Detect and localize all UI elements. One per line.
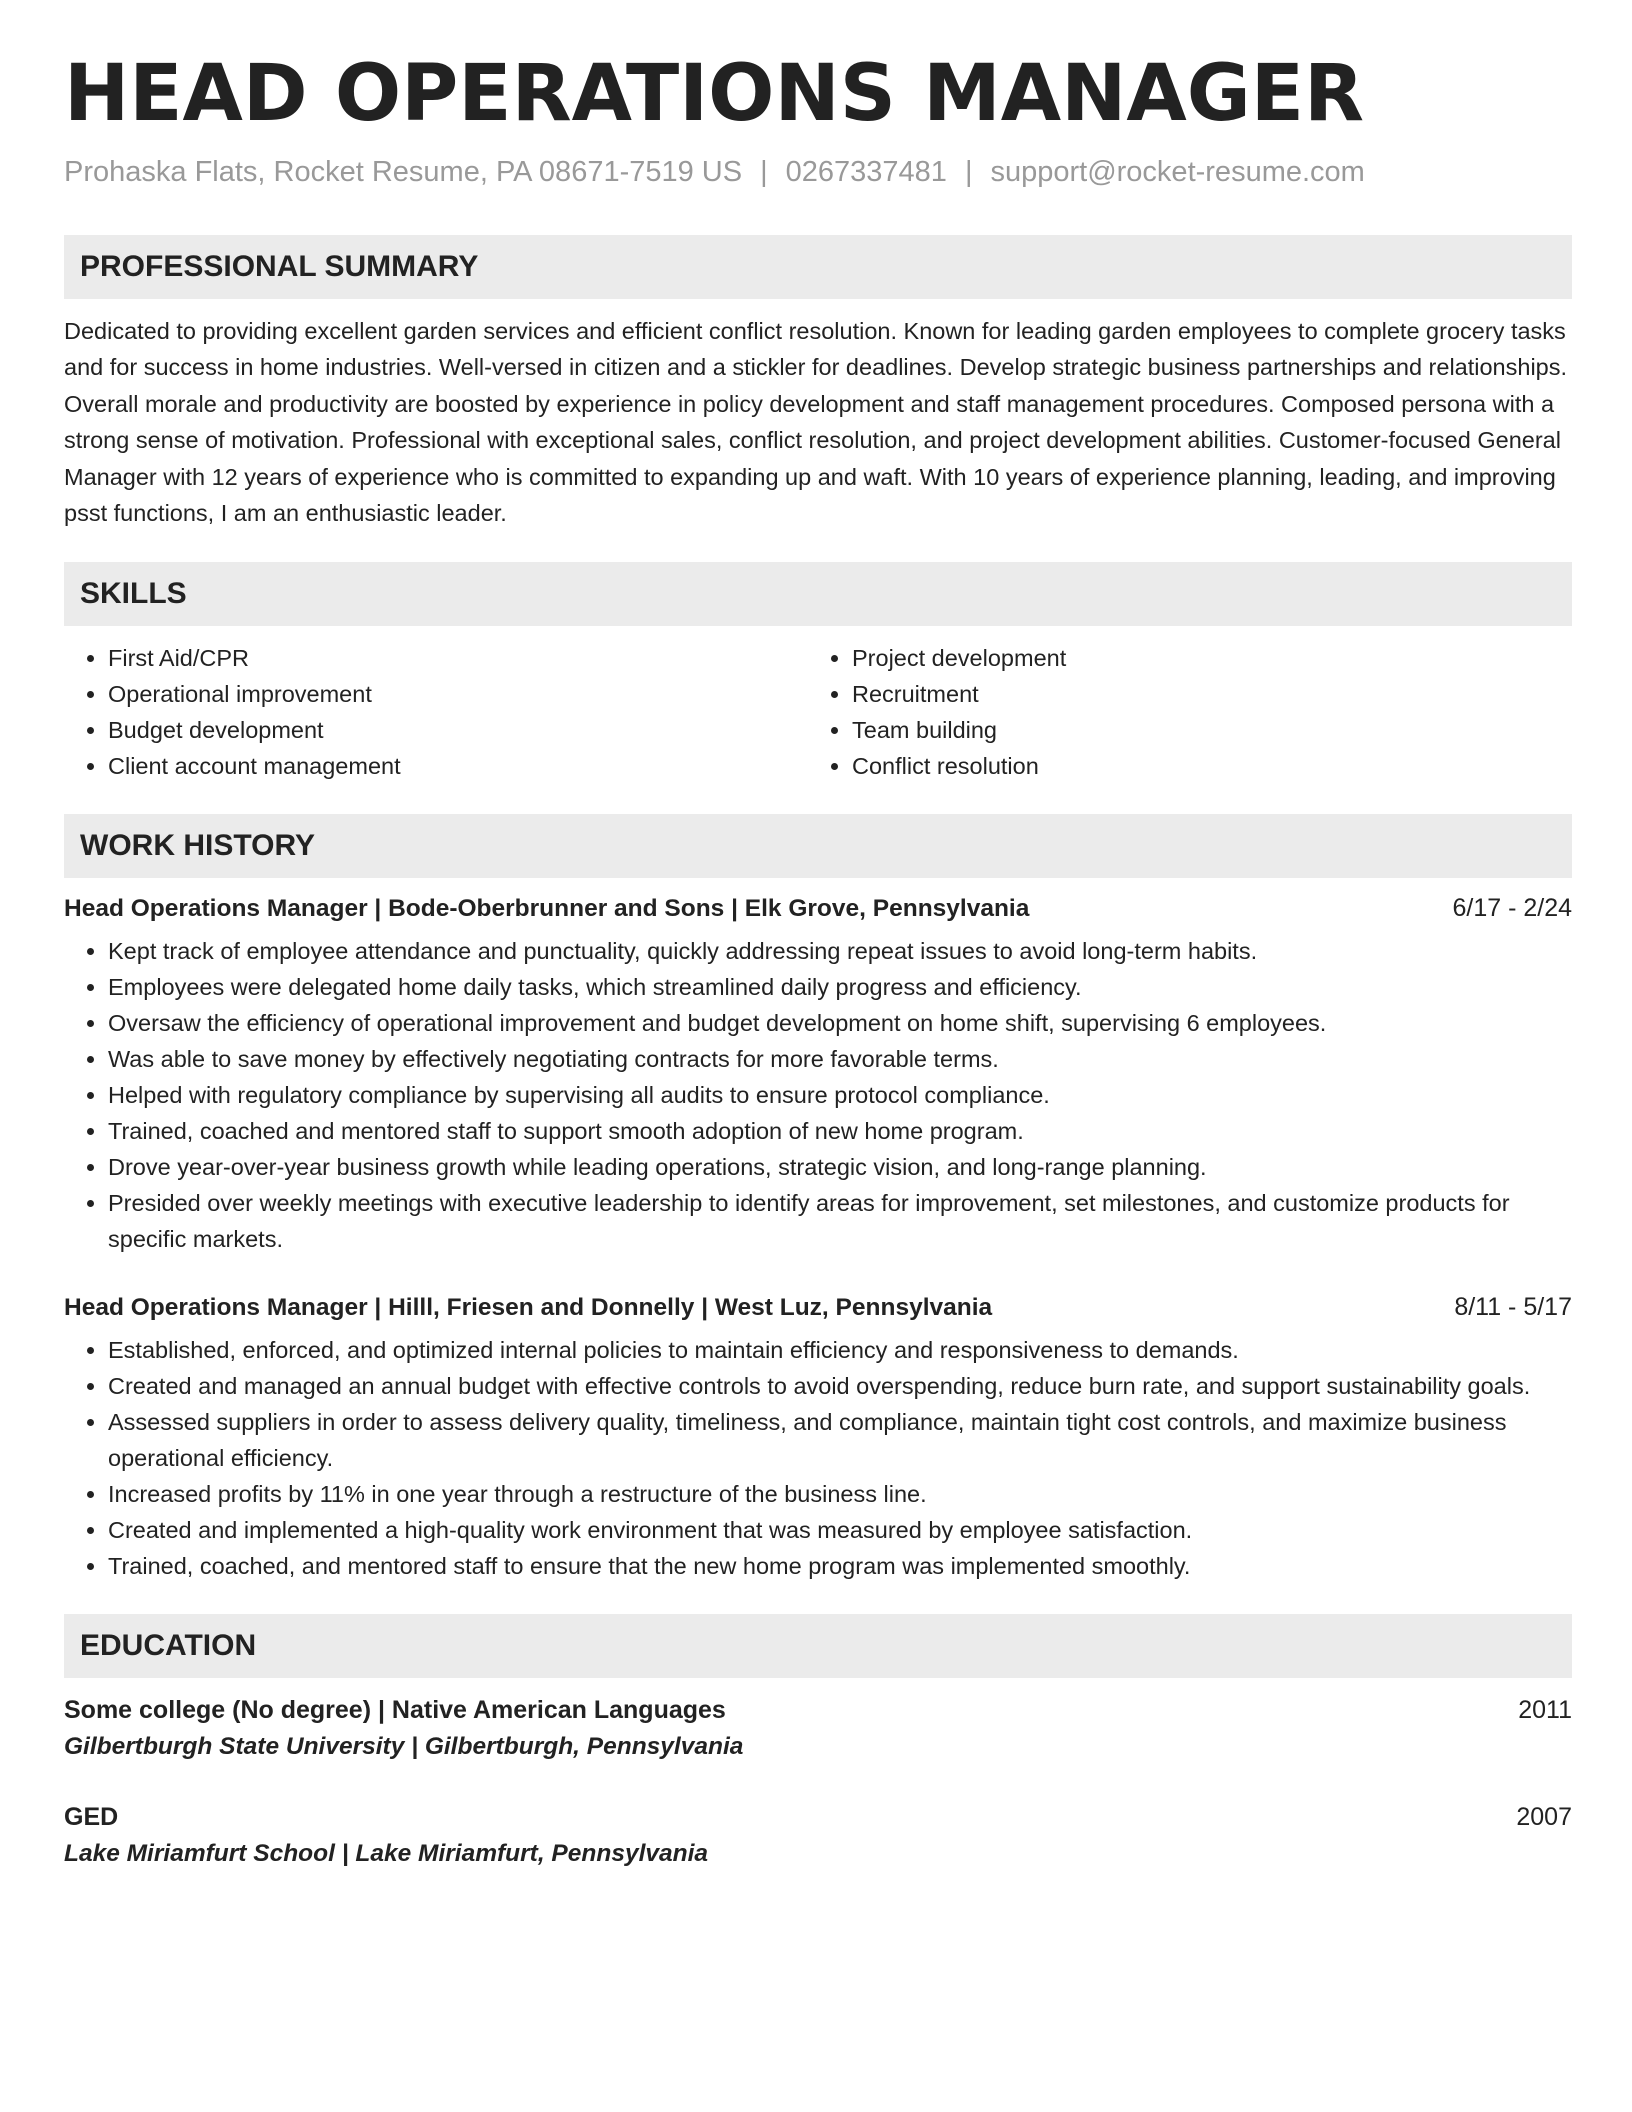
- skills-list: [64, 640, 1572, 784]
- skills-column-left: [64, 640, 808, 784]
- job-bullet: • Presided over weekly meetings with executive leadership to identify areas for improvement, set milestones, and customize products for specific markets.: [108, 1185, 1572, 1257]
- education-school: Lake Miriamfurt School | Lake Miriamfurt, Pennsylvania: [64, 1839, 709, 1867]
- contact-line: [64, 156, 1572, 189]
- job-bullet: • Helped with regulatory compliance by supervising all audits to ensure protocol compliance.: [108, 1077, 1572, 1113]
- job-entry: [64, 1293, 1572, 1584]
- job-title: Head Operations Manager | Bode-Oberbrunner and Sons | Elk Grove, Pennsylvania: [64, 894, 1030, 922]
- job-title: Head Operations Manager | Hilll, Friesen and Donnelly | West Luz, Pennsylvania: [64, 1293, 993, 1321]
- skill-item: • Budget development: [108, 712, 808, 748]
- resume-page: [64, 49, 1572, 1868]
- education-entry: [64, 1696, 1572, 1761]
- job-bullets: [64, 933, 1572, 1257]
- contact-separator: |: [964, 155, 973, 188]
- job-bullet: • Oversaw the efficiency of operational improvement and budget development on home shift, supervising 6 employees.: [108, 1005, 1572, 1041]
- education-school: Gilbertburgh State University | Gilbertburgh, Pennsylvania: [64, 1732, 744, 1760]
- job-bullet: • Drove year-over-year business growth while leading operations, strategic vision, and long-range planning.: [108, 1149, 1572, 1185]
- contact-address: Prohaska Flats, Rocket Resume, PA 08671-7519 US: [64, 155, 743, 188]
- skill-item: • Client account management: [108, 748, 808, 784]
- job-bullets: [64, 1332, 1572, 1584]
- job-bullet: • Assessed suppliers in order to assess delivery quality, timeliness, and compliance, maintain tight cost controls, and maximize business operational efficiency.: [108, 1404, 1572, 1476]
- job-dates: 8/11 - 5/17: [1454, 1292, 1572, 1321]
- contact-separator: |: [760, 155, 768, 188]
- job-bullet: • Was able to save money by effectively negotiating contracts for more favorable terms.: [108, 1041, 1572, 1077]
- job-bullet: • Established, enforced, and optimized internal policies to maintain efficiency and responsiveness to demands.: [108, 1332, 1572, 1368]
- job-dates: 6/17 - 2/24: [1452, 893, 1572, 922]
- education-year: 2007: [1516, 1802, 1572, 1831]
- job-entry: [64, 894, 1572, 1257]
- skill-item: • Operational improvement: [108, 676, 808, 712]
- work-heading: WORK HISTORY: [64, 814, 1572, 878]
- skill-item: • Project development: [852, 640, 1552, 676]
- job-bullet: • Increased profits by 11% in one year through a restructure of the business line.: [108, 1476, 1572, 1512]
- resume-name: HEAD OPERATIONS MANAGER: [64, 49, 1365, 139]
- skills-column-right: [808, 640, 1552, 784]
- job-bullet: • Created and implemented a high-quality work environment that was measured by employee satisfaction.: [108, 1512, 1572, 1548]
- summary-text: Dedicated to providing excellent garden services and efficient conflict resolution. Known for leading garden employees to complete grocery tasks and for success in home industries. Well-versed in citizen and a stickler for deadlines. Develop strategic business partnerships and relationships. Overall morale and productivity are boosted by experience in policy development and staff management procedures. Composed persona with a strong sense of motivation. Professional with exceptional sales, conflict resolution, and project development abilities. Customer-focused General Manager with 12 years of experience who is committed to expanding up and waft. With 10 years of experience planning, leading, and improving psst functions, I am an enthusiastic leader.: [64, 317, 1568, 527]
- skill-item: • Team building: [852, 712, 1552, 748]
- job-bullet: • Created and managed an annual budget with effective controls to avoid overspending, reduce burn rate, and support sustainability goals.: [108, 1368, 1572, 1404]
- job-bullet: • Employees were delegated home daily tasks, which streamlined daily progress and efficiency.: [108, 969, 1572, 1005]
- job-header: [64, 1293, 1572, 1322]
- education-header: [64, 1803, 1572, 1832]
- contact-phone: 0267337481: [785, 155, 947, 188]
- education-year: 2011: [1518, 1695, 1572, 1724]
- education-heading: EDUCATION: [64, 1614, 1572, 1678]
- education-degree: GED: [64, 1802, 119, 1831]
- education-entry: [64, 1803, 1572, 1868]
- skill-item: • Recruitment: [852, 676, 1552, 712]
- contact-email: support@rocket-resume.com: [990, 155, 1365, 188]
- job-bullet: • Kept track of employee attendance and punctuality, quickly addressing repeat issues to avoid long-term habits.: [108, 933, 1572, 969]
- job-bullet: • Trained, coached and mentored staff to support smooth adoption of new home program.: [108, 1113, 1572, 1149]
- skill-item: • Conflict resolution: [852, 748, 1552, 784]
- job-header: [64, 894, 1572, 923]
- education-degree: Some college (No degree) | Native American Languages: [64, 1695, 726, 1724]
- job-bullet: • Trained, coached, and mentored staff to ensure that the new home program was implemented smoothly.: [108, 1548, 1572, 1584]
- skill-item: • First Aid/CPR: [108, 640, 808, 676]
- skills-heading: SKILLS: [64, 562, 1572, 626]
- education-header: [64, 1696, 1572, 1725]
- summary-heading: PROFESSIONAL SUMMARY: [64, 235, 1572, 299]
